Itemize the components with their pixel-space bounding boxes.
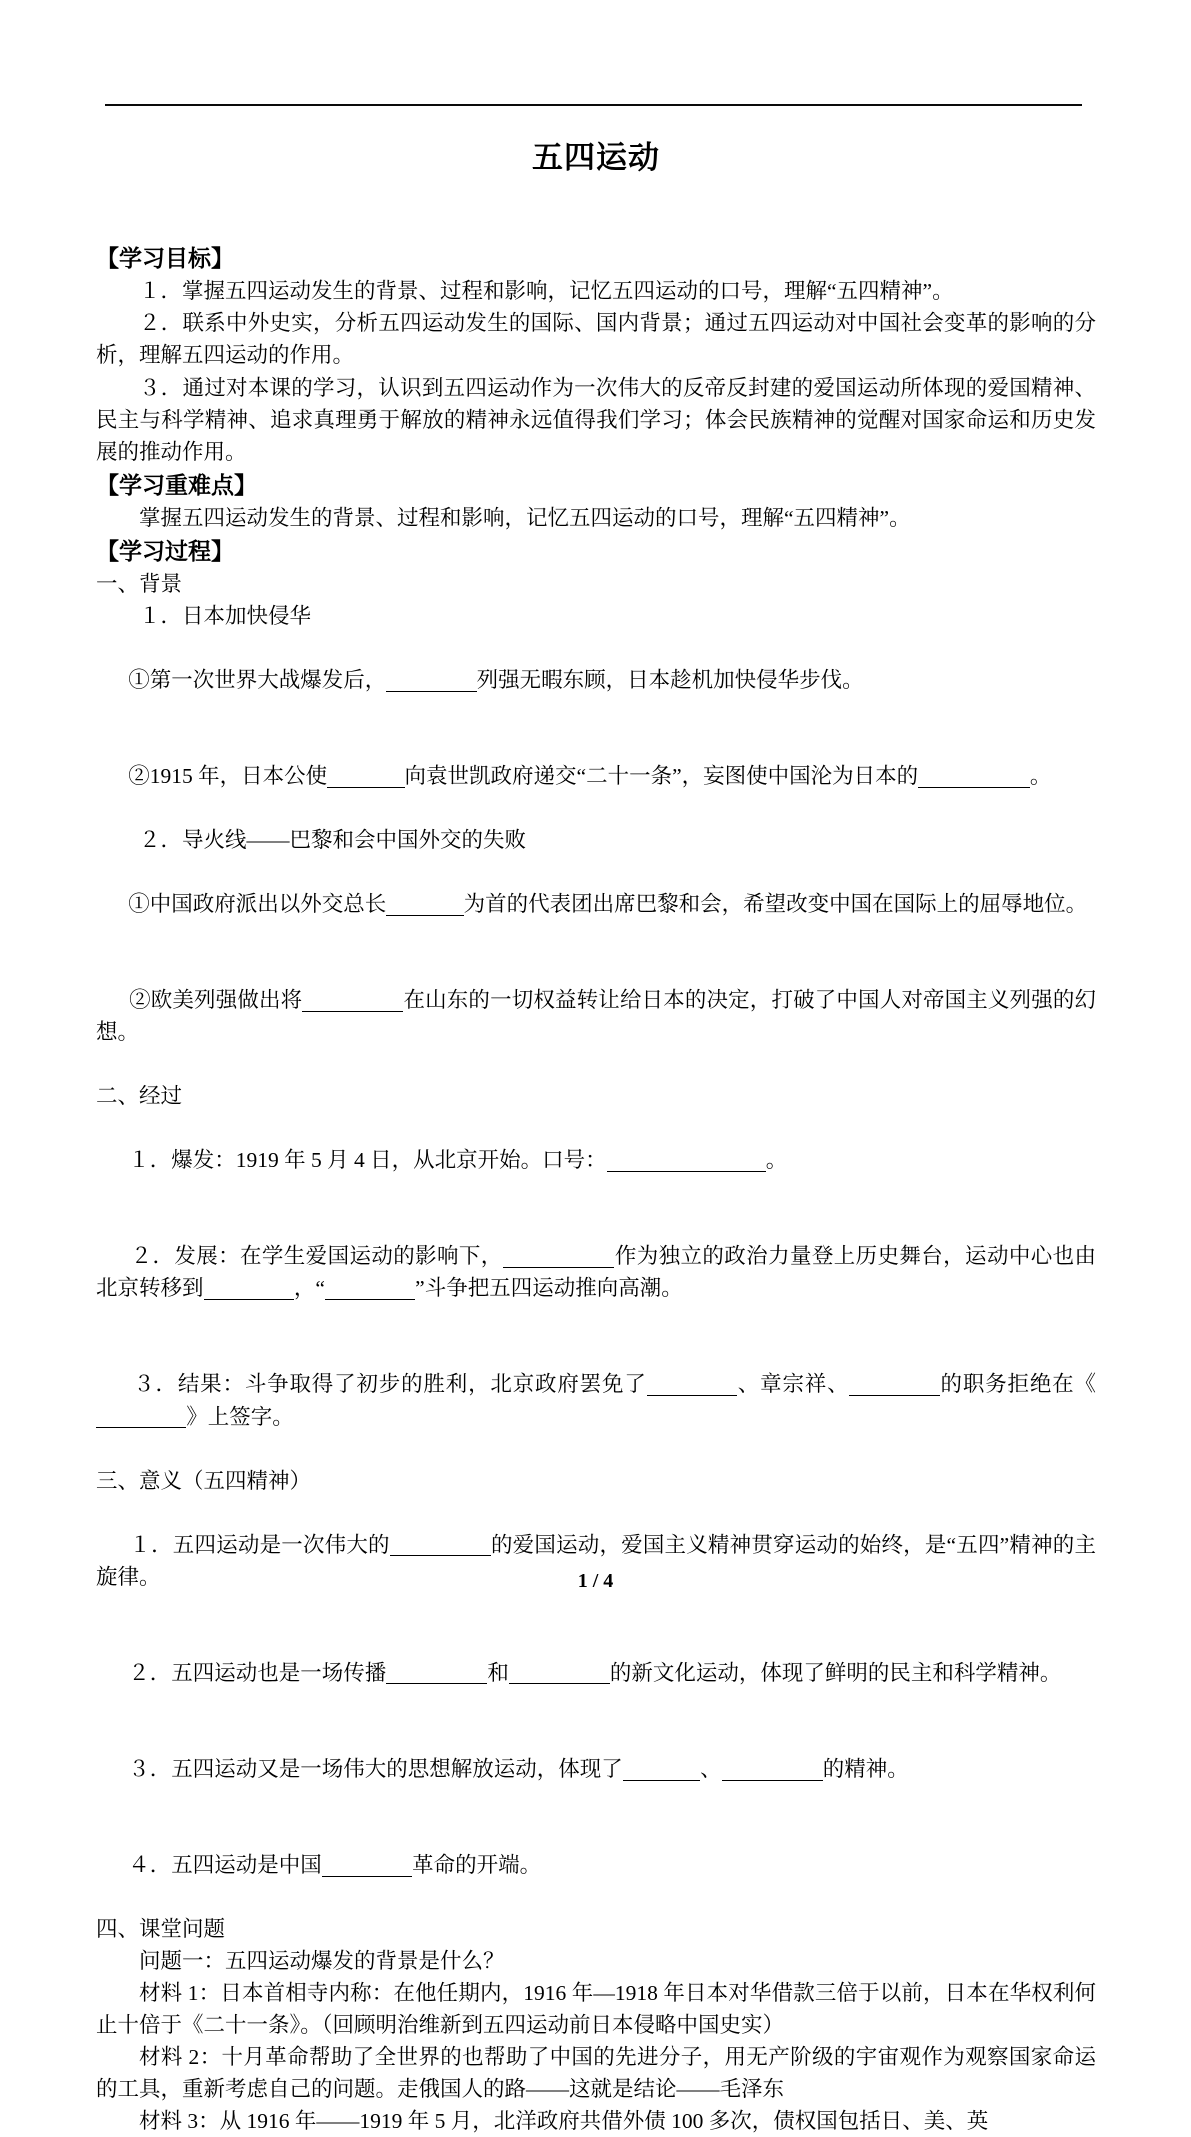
text-run: ①中国政府派出以外交总长 — [128, 892, 387, 917]
text-run: ２．发展：在学生爱国运动的影响下， — [130, 1244, 503, 1269]
heading-part-four-class-questions: 四、课堂问题 — [96, 1917, 226, 1942]
page-number-footer: 1 / 4 — [577, 1570, 614, 1592]
part-three-item-4 — [96, 1817, 1096, 1913]
heading-part-one-background: 一、背景 — [96, 571, 183, 596]
text-run: 》上签字。 — [186, 1404, 294, 1429]
part-one-item-1b — [96, 728, 1096, 824]
objective-item-2: ２．联系中外史实，分析五四运动发生的国际、国内背景；通过五四运动对中国社会变革的影响的分析，理解五四运动的作用。 — [96, 311, 1096, 368]
text-run: 和 — [487, 1660, 509, 1685]
fill-blank[interactable] — [302, 989, 403, 1012]
document-body — [96, 128, 1096, 2137]
header-divider-rule — [105, 104, 1082, 106]
objective-item-3: ３．通过对本课的学习，认识到五四运动作为一次伟大的反帝反封建的爱国运动所体现的爱国精神、民主与科学精神、追求真理勇于解放的精神永远值得我们学习；体会民族精神的觉醒对国家命运和历史发展的推动作用。 — [96, 375, 1096, 464]
title-spacer — [96, 179, 1096, 241]
text-run: １．五四运动是一次伟大的 — [129, 1532, 390, 1557]
key-difficulties-text: 掌握五四运动发生的背景、过程和影响，记忆五四运动的口号，理解“五四精神”。 — [139, 505, 911, 530]
fill-blank[interactable] — [322, 1854, 412, 1877]
heading-learning-process: 【学习过程】 — [96, 537, 234, 564]
text-run: ①第一次世界大战爆发后， — [128, 667, 387, 692]
material-2: 材料 2：十月革命帮助了全世界的也帮助了中国的先进分子，用无产阶级的宇宙观作为观察国家命运的工具，重新考虑自己的问题。走俄国人的路——这就是结论——毛泽东 — [96, 2045, 1096, 2102]
fill-blank[interactable] — [204, 1277, 294, 1300]
text-run: 的爱国运动，爱国主义精神贯穿运动的始终，是“五四”精神的主旋律。 — [96, 1532, 1096, 1589]
text-run: 、章宗祥、 — [736, 1372, 850, 1397]
fill-blank[interactable] — [849, 1373, 939, 1396]
material-1: 材料 1：日本首相寺内称：在他任期内，1916 年—1918 年日本对华借款三倍于以前，日本在华权利何止十倍于《二十一条》。（回顾明治维新到五四运动前日本侵略中国史实） — [96, 1981, 1096, 2038]
part-two-item-2 — [96, 1208, 1096, 1336]
heading-part-three-significance: 三、意义（五四精神） — [96, 1468, 312, 1493]
part-three-item-3 — [96, 1721, 1096, 1817]
text-run: ”斗争把五四运动推向高潮。 — [415, 1276, 683, 1301]
fill-blank[interactable] — [325, 1277, 415, 1300]
fill-blank[interactable] — [918, 765, 1030, 788]
part-one-item-1a — [96, 632, 1096, 728]
heading-learning-objectives: 【学习目标】 — [96, 245, 234, 272]
fill-blank[interactable] — [503, 1245, 615, 1268]
heading-part-two-process: 二、经过 — [96, 1084, 183, 1109]
text-run: 在山东的一切权益转让给日本的决定，打破了中国人对帝国主义列强的幻想。 — [96, 988, 1096, 1045]
text-run: 、 — [700, 1756, 722, 1781]
page-title: 五四运动 — [532, 140, 660, 175]
text-run: 的精神。 — [822, 1756, 909, 1781]
fill-blank[interactable] — [386, 893, 463, 916]
text-run: ３．五四运动又是一场伟大的思想解放运动，体现了 — [128, 1756, 623, 1781]
objective-item-1: １．掌握五四运动发生的背景、过程和影响，记忆五四运动的口号，理解“五四精神”。 — [139, 279, 954, 304]
text-run: 列强无暇东顾，日本趁机加快侵华步伐。 — [476, 667, 864, 692]
fill-blank[interactable] — [509, 1662, 610, 1685]
fill-blank[interactable] — [96, 1405, 186, 1428]
fill-blank[interactable] — [722, 1758, 823, 1781]
fill-blank[interactable] — [623, 1758, 700, 1781]
text-run: 向袁世凯政府递交“二十一条”，妄图使中国沦为日本的 — [404, 763, 919, 788]
fill-blank[interactable] — [390, 1533, 491, 1556]
text-run: ４．五四运动是中国 — [128, 1852, 322, 1877]
material-3: 材料 3：从 1916 年——1919 年 5 月，北洋政府共借外债 100 多次，债权国包括日、美、英 — [139, 2109, 989, 2134]
fill-blank[interactable] — [386, 1662, 487, 1685]
text-run: 。 — [1029, 763, 1052, 788]
text-run: 。 — [765, 1148, 788, 1173]
fill-blank[interactable] — [386, 669, 476, 692]
text-run: ②欧美列强做出将 — [129, 988, 303, 1013]
text-run: ，“ — [293, 1276, 325, 1301]
class-question-1: 问题一：五四运动爆发的背景是什么？ — [139, 1949, 505, 1974]
fill-blank[interactable] — [327, 765, 404, 788]
text-run: 革命的开端。 — [412, 1852, 542, 1877]
text-run: 作为独立的政治力量登上历史舞台，运动中心也由北京转移到 — [96, 1244, 1096, 1301]
part-two-item-1 — [96, 1112, 1096, 1208]
text-run: 的职务拒绝在《 — [939, 1372, 1096, 1397]
part-one-item-1-title: １．日本加快侵华 — [139, 603, 312, 628]
part-three-item-2 — [96, 1625, 1096, 1721]
text-run: １．爆发：1919 年 5 月 4 日，从北京开始。口号： — [128, 1148, 607, 1173]
fill-blank[interactable] — [647, 1373, 737, 1396]
text-run: ②1915 年，日本公使 — [128, 763, 328, 788]
text-run: 为首的代表团出席巴黎和会，希望改变中国在国际上的屈辱地位。 — [463, 892, 1088, 917]
part-two-item-3 — [96, 1336, 1096, 1464]
text-run: ２．五四运动也是一场传播 — [128, 1660, 387, 1685]
part-one-item-2a — [96, 856, 1096, 952]
part-one-item-2b — [96, 952, 1096, 1080]
part-one-item-2-title: ２．导火线——巴黎和会中国外交的失败 — [139, 827, 527, 852]
heading-key-difficulties: 【学习重难点】 — [96, 471, 257, 498]
text-run: ３．结果：斗争取得了初步的胜利，北京政府罢免了 — [133, 1372, 647, 1397]
fill-blank[interactable] — [607, 1149, 766, 1172]
text-run: 的新文化运动，体现了鲜明的民主和科学精神。 — [609, 1660, 1062, 1685]
part-three-item-1 — [96, 1497, 1096, 1625]
